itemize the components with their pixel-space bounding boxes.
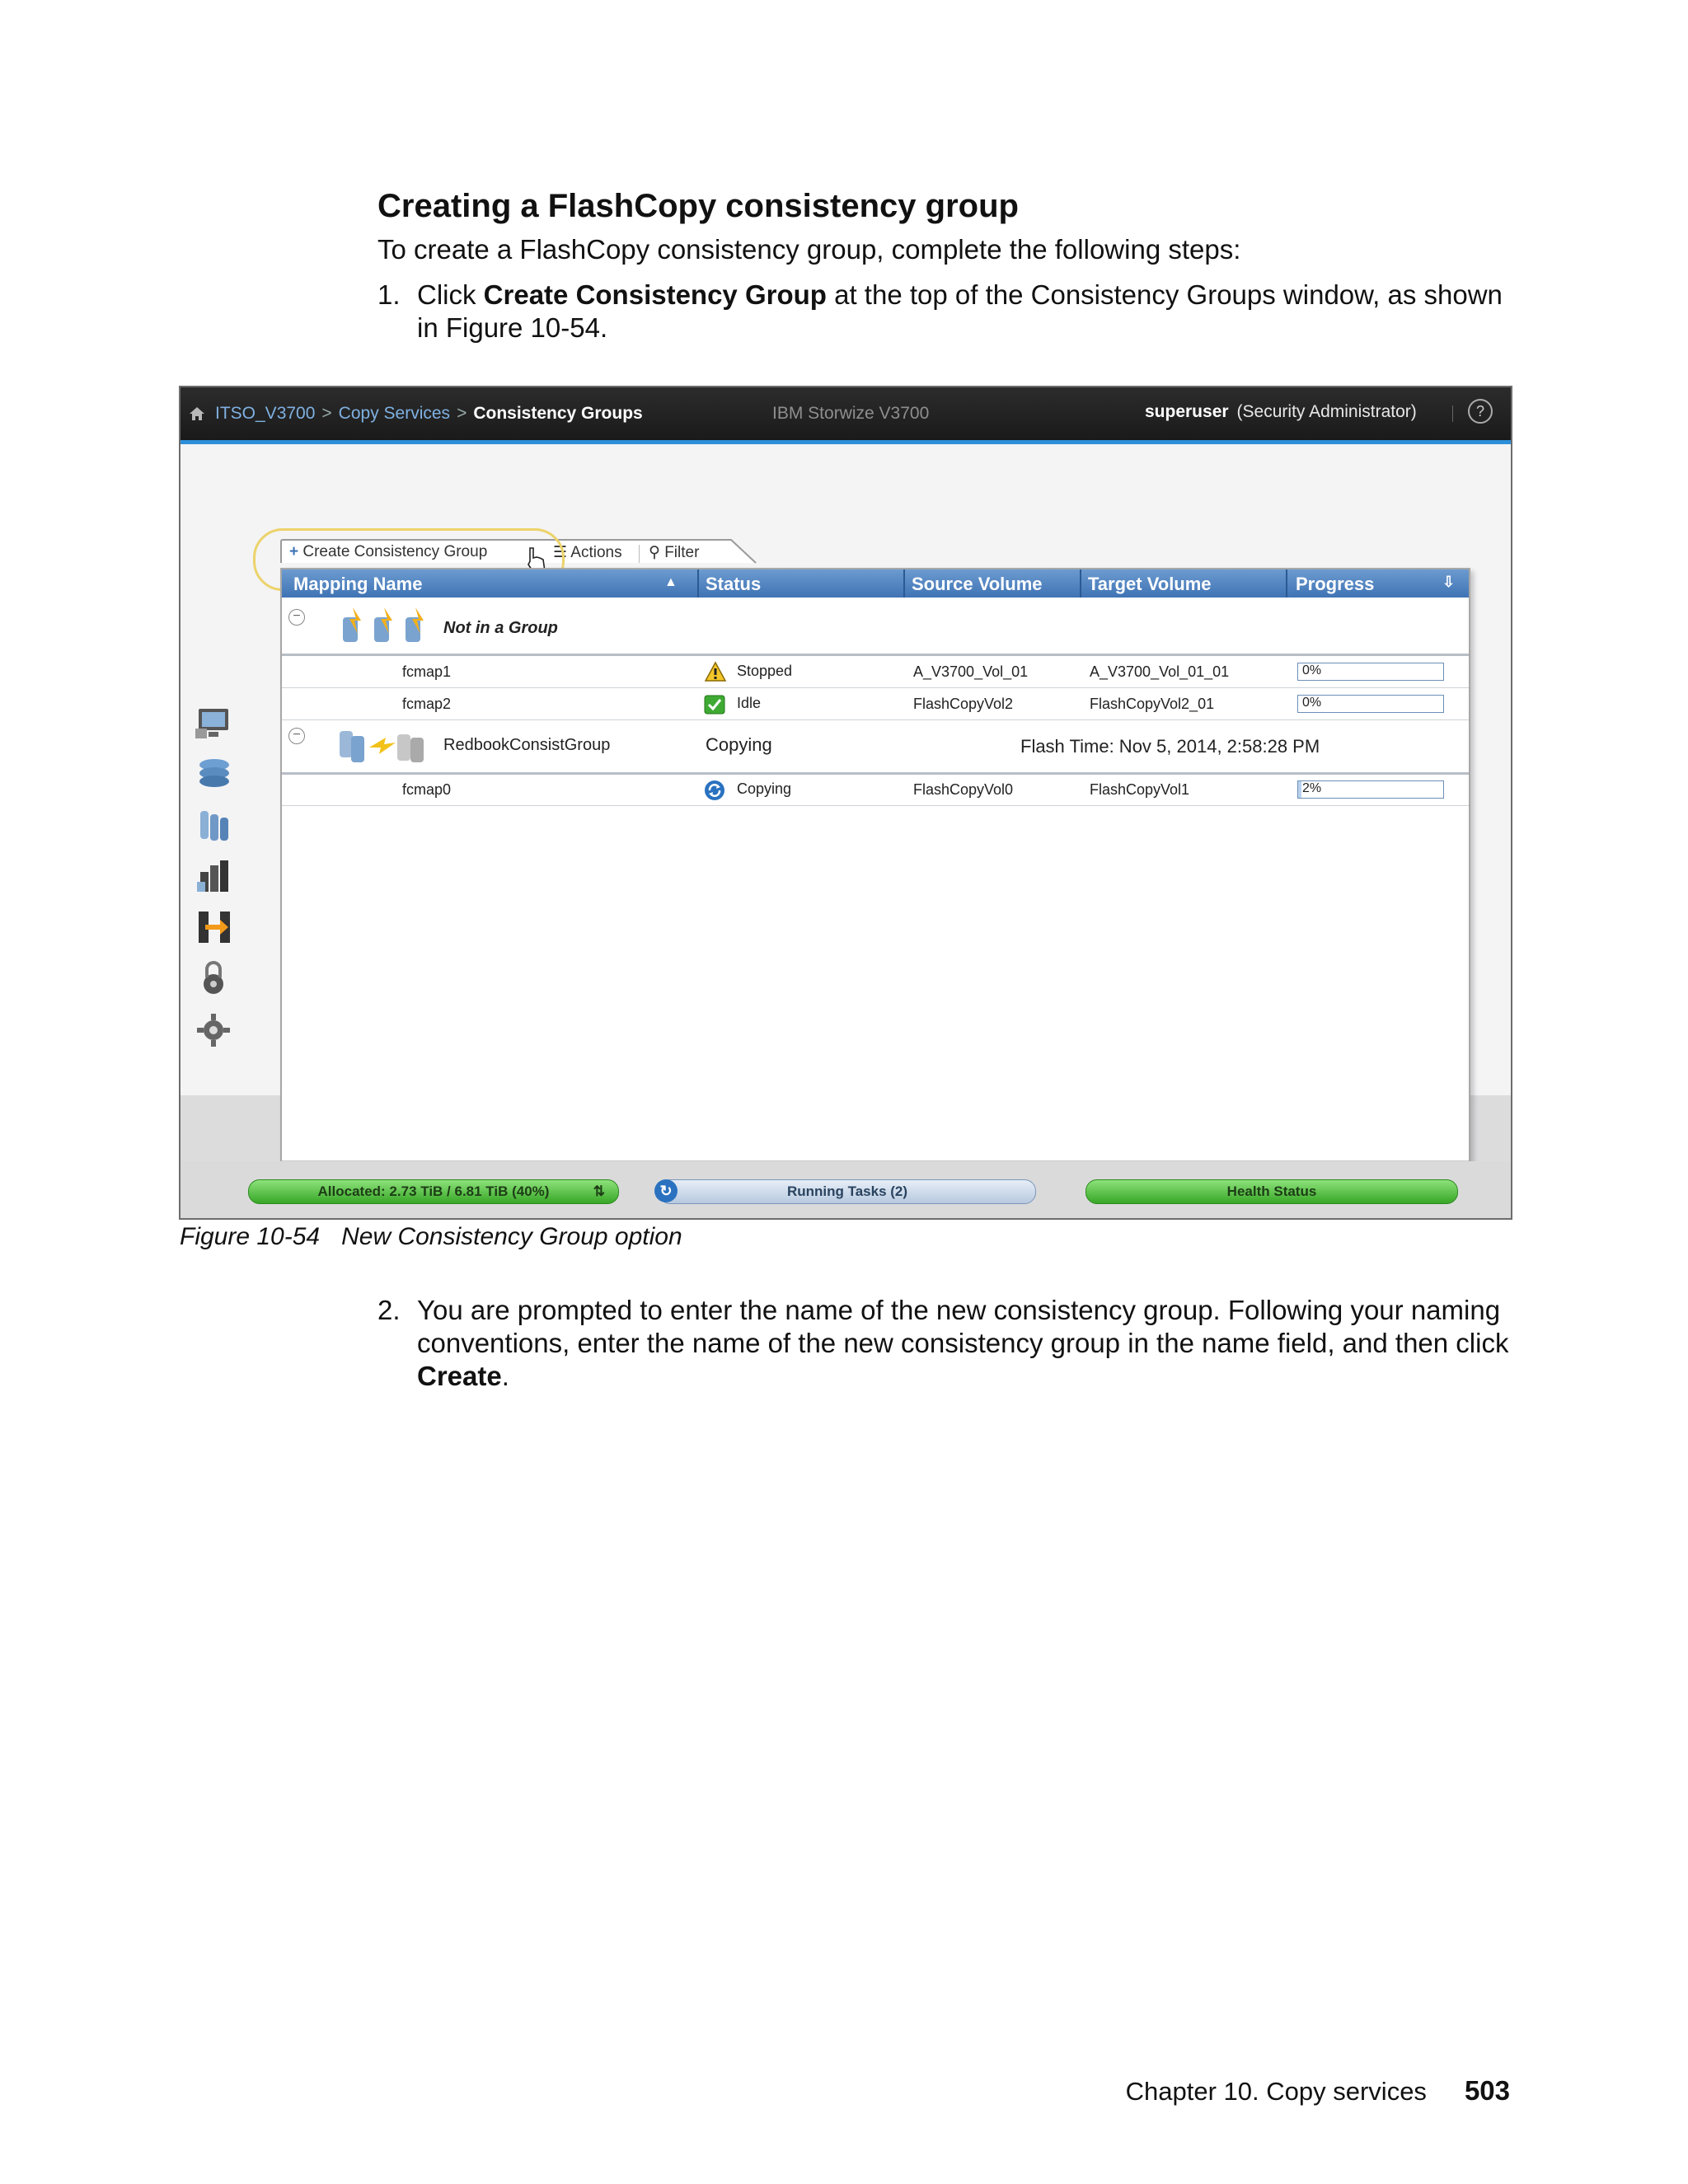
- divider: [639, 545, 640, 563]
- table-row[interactable]: [282, 656, 1469, 688]
- check-icon: [704, 695, 725, 715]
- column-header-source-volume[interactable]: Source Volume: [912, 574, 1043, 594]
- collapse-icon[interactable]: −: [288, 609, 305, 626]
- figure-label: Figure 10-54: [180, 1223, 321, 1250]
- running-tasks-bar[interactable]: [659, 1179, 1036, 1204]
- allocated-capacity-bar[interactable]: [248, 1179, 619, 1204]
- list-icon: ☰: [553, 544, 571, 561]
- progress-bar: [1297, 695, 1444, 713]
- sync-icon: [704, 780, 725, 801]
- page-number: 503: [1464, 2075, 1510, 2106]
- help-icon[interactable]: ?: [1468, 399, 1493, 424]
- progress-bar: [1297, 663, 1444, 681]
- intro-text: To create a FlashCopy consistency group, complete the following steps:: [377, 234, 1241, 265]
- actions-label: Actions: [570, 544, 622, 561]
- create-consistency-group-label: Create Consistency Group: [302, 543, 488, 560]
- step-number: 1.: [377, 279, 401, 310]
- column-divider: [1080, 569, 1081, 598]
- grid-header: [282, 569, 1469, 598]
- status-bar: [181, 1161, 1511, 1218]
- group-row[interactable]: [282, 599, 1469, 656]
- divider: [1452, 405, 1453, 422]
- breadcrumb: [215, 404, 643, 424]
- section-heading: Creating a FlashCopy consistency group: [377, 188, 1019, 224]
- column-divider: [1286, 569, 1287, 598]
- group-name: RedbookConsistGroup: [443, 736, 611, 754]
- progress-label: 0%: [1302, 663, 1322, 677]
- column-header-target-volume[interactable]: Target Volume: [1088, 574, 1212, 594]
- column-divider: [903, 569, 905, 598]
- column-header-mapping-name[interactable]: Mapping Name: [293, 574, 423, 594]
- warning-icon: [704, 661, 727, 682]
- plus-icon: +: [289, 543, 303, 560]
- mapping-name: fcmap2: [402, 696, 452, 712]
- column-chooser-icon[interactable]: ⇩: [1442, 574, 1456, 590]
- target-volume: FlashCopyVol1: [1090, 781, 1190, 798]
- filter-label: Filter: [664, 544, 700, 561]
- step-bold-text: Create: [417, 1361, 502, 1391]
- mapping-name: fcmap1: [402, 663, 452, 680]
- pools-icon[interactable]: [194, 755, 235, 793]
- progress-fill: [1298, 781, 1301, 798]
- username: superuser: [1145, 402, 1229, 421]
- table-row[interactable]: [282, 688, 1469, 720]
- progress-bar: [1297, 780, 1444, 799]
- health-status-label: Health Status: [1226, 1183, 1317, 1199]
- mapping-name: fcmap0: [402, 781, 452, 798]
- status-text: Idle: [737, 695, 762, 711]
- progress-label: 0%: [1302, 696, 1322, 710]
- access-icon[interactable]: [194, 959, 235, 997]
- chapter-title: Chapter 10. Copy services: [1125, 2077, 1427, 2106]
- product-name: IBM Storwize V3700: [772, 404, 930, 423]
- figure-caption: [180, 1223, 704, 1251]
- breadcrumb-current: Consistency Groups: [473, 404, 643, 423]
- group-name: Not in a Group: [443, 619, 558, 637]
- sync-icon: ↻: [654, 1179, 678, 1202]
- top-navigation-bar: [181, 387, 1511, 444]
- side-navigation: [194, 704, 243, 1062]
- flash-time: Flash Time: Nov 5, 2014, 2:58:28 PM: [1020, 736, 1320, 757]
- sort-ascending-icon[interactable]: ▲: [664, 575, 678, 589]
- breadcrumb-item[interactable]: ITSO_V3700: [215, 404, 316, 423]
- table-row[interactable]: [282, 774, 1469, 806]
- step-text: You are prompted to enter the name of the new consistency group. Following your naming conventions, enter the name of the new consistency group in the name field, and then click: [417, 1295, 1509, 1358]
- step-text: Click: [417, 279, 484, 310]
- progress-label: 2%: [1302, 781, 1322, 795]
- step-bold-text: Create Consistency Group: [483, 279, 827, 310]
- mappings-grid: [280, 568, 1470, 1183]
- settings-icon[interactable]: [194, 1010, 235, 1048]
- source-volume: FlashCopyVol2: [913, 696, 1014, 712]
- volumes-icon[interactable]: [194, 806, 235, 844]
- column-header-progress[interactable]: Progress: [1296, 574, 1375, 594]
- user-role: (Security Administrator): [1236, 402, 1417, 421]
- consistency-group-icon: [336, 726, 432, 766]
- breadcrumb-item[interactable]: Copy Services: [338, 404, 451, 423]
- column-header-status[interactable]: Status: [706, 574, 762, 594]
- figure-title: New Consistency Group option: [341, 1223, 682, 1250]
- filter-button[interactable]: [649, 543, 699, 562]
- allocated-label: Allocated: 2.73 TiB / 6.81 TiB (40%): [317, 1183, 550, 1199]
- step-2: [377, 1294, 1515, 1393]
- page-footer: [1126, 2075, 1510, 2107]
- target-volume: A_V3700_Vol_01_01: [1090, 663, 1230, 680]
- health-status-bar[interactable]: [1085, 1179, 1458, 1204]
- user-info[interactable]: [1145, 402, 1417, 422]
- breadcrumb-separator: >: [457, 404, 467, 423]
- source-volume: FlashCopyVol0: [913, 781, 1014, 798]
- collapse-icon[interactable]: −: [288, 728, 305, 744]
- status-text: Stopped: [737, 663, 793, 679]
- hosts-icon[interactable]: [194, 857, 235, 895]
- source-volume: A_V3700_Vol_01: [913, 663, 1029, 680]
- group-row[interactable]: [282, 721, 1469, 775]
- mappings-group-icon: [340, 604, 435, 647]
- group-state: Copying: [706, 734, 772, 755]
- step-1: [377, 279, 1515, 344]
- breadcrumb-separator: >: [321, 404, 332, 423]
- running-tasks-label: Running Tasks (2): [786, 1183, 908, 1199]
- monitoring-icon[interactable]: [194, 704, 235, 742]
- step-text: .: [501, 1361, 509, 1391]
- step-text: at the top of the Consistency Groups window, as shown in Figure 10-54.: [417, 279, 1503, 343]
- copy-services-icon[interactable]: [194, 908, 235, 946]
- target-volume: FlashCopyVol2_01: [1090, 696, 1215, 712]
- step-number: 2.: [377, 1295, 401, 1325]
- search-icon: ⚲: [649, 544, 665, 561]
- status-text: Copying: [737, 780, 792, 797]
- column-divider: [697, 569, 699, 598]
- screenshot-figure: [179, 386, 1512, 1220]
- home-icon[interactable]: [187, 404, 207, 424]
- expand-icon[interactable]: ⇅: [593, 1183, 605, 1199]
- workspace: [181, 444, 1511, 1161]
